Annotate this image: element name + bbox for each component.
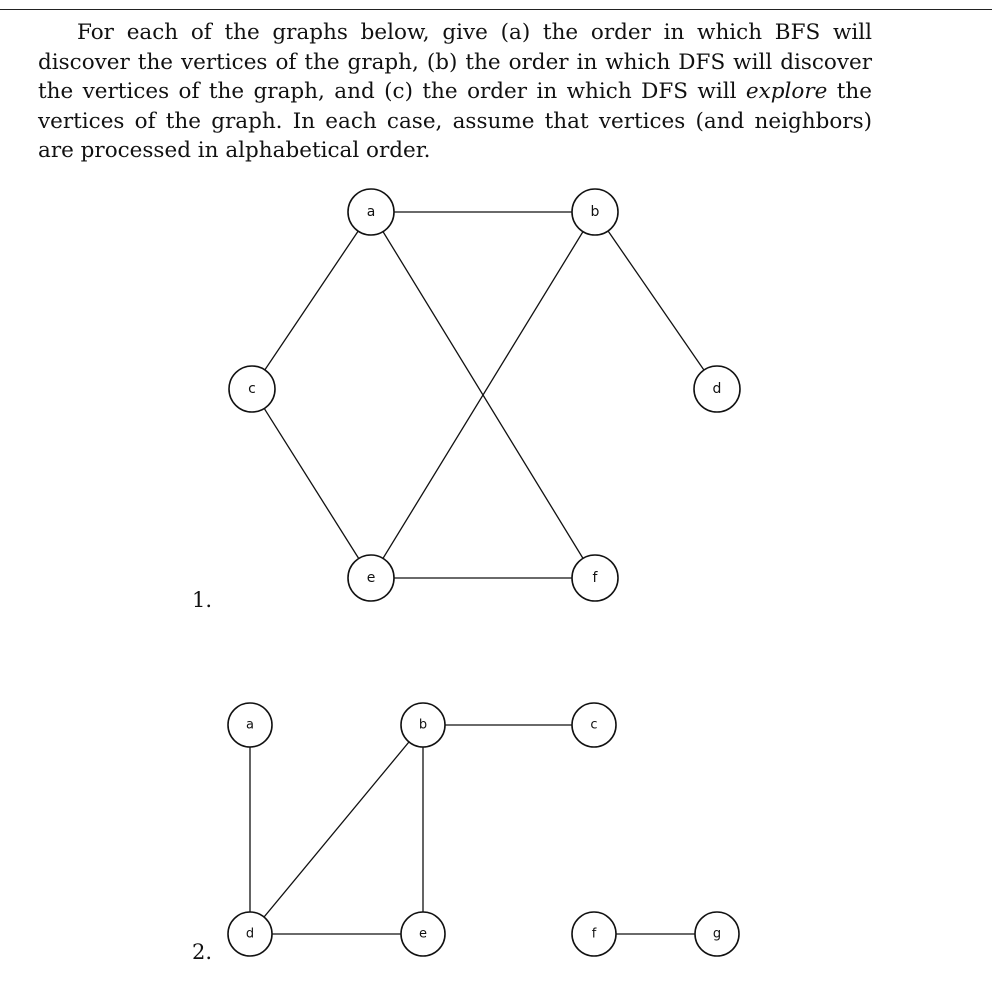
graph-1-vertex-label-a: a [366,204,376,220]
graph-2-vertex-label-e: e [419,926,427,942]
graph-1-vertex-label-b: b [590,204,600,220]
graph-1-vertex-label-f: f [592,570,598,586]
graph-2-vertex-label-c: c [590,717,598,733]
graph-2-vertex-label-a: a [246,717,254,733]
graph-2-edge-b-d [250,725,423,934]
graph-2-vertex-label-d: d [245,926,255,942]
graph-1-vertex-label-d: d [712,381,722,397]
graph-1-vertex-label-c: c [248,381,256,397]
problem-text-part2: the vertices of the graph. In each case, assume that vertices (and neighbors) are processed in alphabetical order. [38,79,872,163]
problem-text-part1: For each of the graphs below, give (a) the order in which BFS will discover the vertices of the graph, (b) the order in which DFS will discover the vertices of the graph, and (c) the order in which DFS will [38,20,872,104]
graph-2-vertex-label-f: f [591,926,597,942]
graph-2-vertex-label-b: b [418,717,428,733]
graph-2-label: 2. [192,940,213,964]
problem-text-emphasis: explore [745,79,828,104]
graph-1-label: 1. [192,588,213,612]
graph-2-vertex-label-g: g [712,926,722,942]
graph-1-vertex-label-e: e [366,570,376,586]
